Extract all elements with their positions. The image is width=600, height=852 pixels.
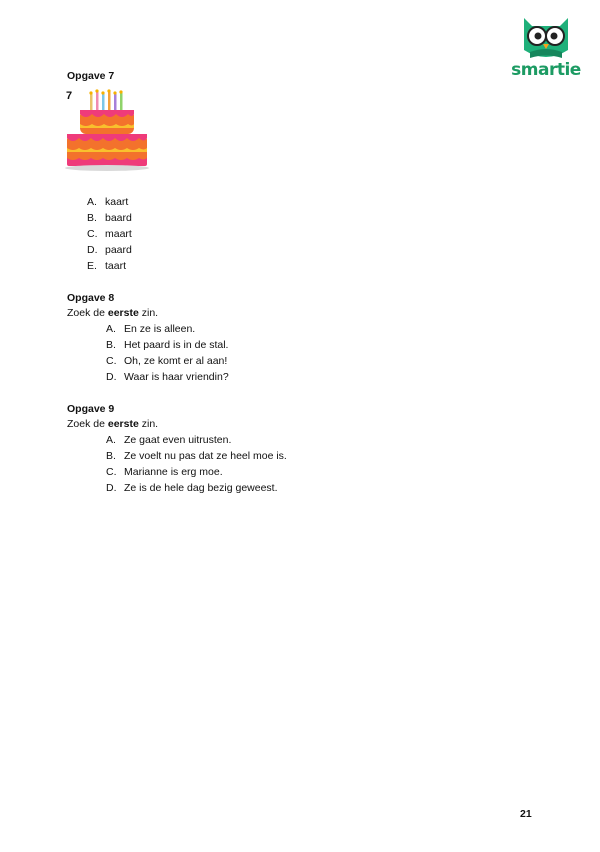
q7-option-c	[87, 228, 132, 240]
logo-text: smartie	[511, 60, 581, 80]
q7-option-d	[87, 244, 132, 256]
option-text: kaart	[105, 196, 129, 208]
prompt-bold: eerste	[107, 418, 139, 430]
option-text: Ze gaat even uitrusten.	[124, 434, 232, 446]
q7-option-e	[87, 260, 126, 272]
option-text: Ze voelt nu pas dat ze heel moe is.	[124, 450, 287, 462]
question-8-prompt	[67, 307, 158, 319]
option-letter: B.	[87, 212, 97, 224]
q9-option-c	[106, 466, 223, 478]
q9-option-b	[106, 450, 287, 462]
question-9-prompt	[67, 418, 158, 430]
option-text: Marianne is erg moe.	[124, 466, 223, 478]
option-text: Oh, ze komt er al aan!	[124, 355, 228, 367]
smartie-logo	[510, 12, 582, 82]
prompt-post: zin.	[138, 418, 159, 430]
option-letter: A.	[106, 434, 116, 446]
option-letter: A.	[87, 196, 97, 208]
question-9-heading: Opgave 9	[67, 403, 115, 415]
prompt-bold: eerste	[107, 307, 139, 319]
option-letter: C.	[106, 466, 117, 478]
option-letter: B.	[106, 450, 116, 462]
page-number: 21	[520, 808, 532, 820]
owl-icon	[510, 12, 582, 62]
option-letter: E.	[87, 260, 97, 272]
option-letter: D.	[106, 482, 117, 494]
option-text: taart	[105, 260, 127, 272]
q9-option-d	[106, 482, 278, 494]
option-letter: A.	[106, 323, 116, 335]
prompt-pre: Zoek de	[67, 418, 108, 430]
q8-option-c	[106, 355, 227, 367]
q9-option-a	[106, 434, 231, 446]
q7-option-a	[87, 196, 128, 208]
q8-option-d	[106, 371, 229, 383]
q7-option-b	[87, 212, 132, 224]
option-text: Waar is haar vriendin?	[124, 371, 229, 383]
q8-option-b	[106, 339, 228, 351]
question-8-heading: Opgave 8	[67, 292, 115, 304]
option-text: baard	[105, 212, 132, 224]
option-text: Ze is de hele dag bezig geweest.	[124, 482, 278, 494]
option-letter: C.	[87, 228, 98, 240]
birthday-cake-icon	[62, 88, 152, 176]
option-text: Het paard is in de stal.	[124, 339, 229, 351]
cake-image	[62, 88, 152, 176]
option-text: paard	[105, 244, 132, 256]
q8-option-a	[106, 323, 195, 335]
option-letter: D.	[87, 244, 98, 256]
prompt-pre: Zoek de	[67, 307, 108, 319]
option-letter: B.	[106, 339, 116, 351]
question-7-heading: Opgave 7	[67, 70, 115, 82]
prompt-post: zin.	[138, 307, 159, 319]
option-letter: D.	[106, 371, 117, 383]
cake-image-number: 7	[66, 90, 73, 102]
option-text: maart	[105, 228, 132, 240]
option-text: En ze is alleen.	[124, 323, 196, 335]
option-letter: C.	[106, 355, 117, 367]
